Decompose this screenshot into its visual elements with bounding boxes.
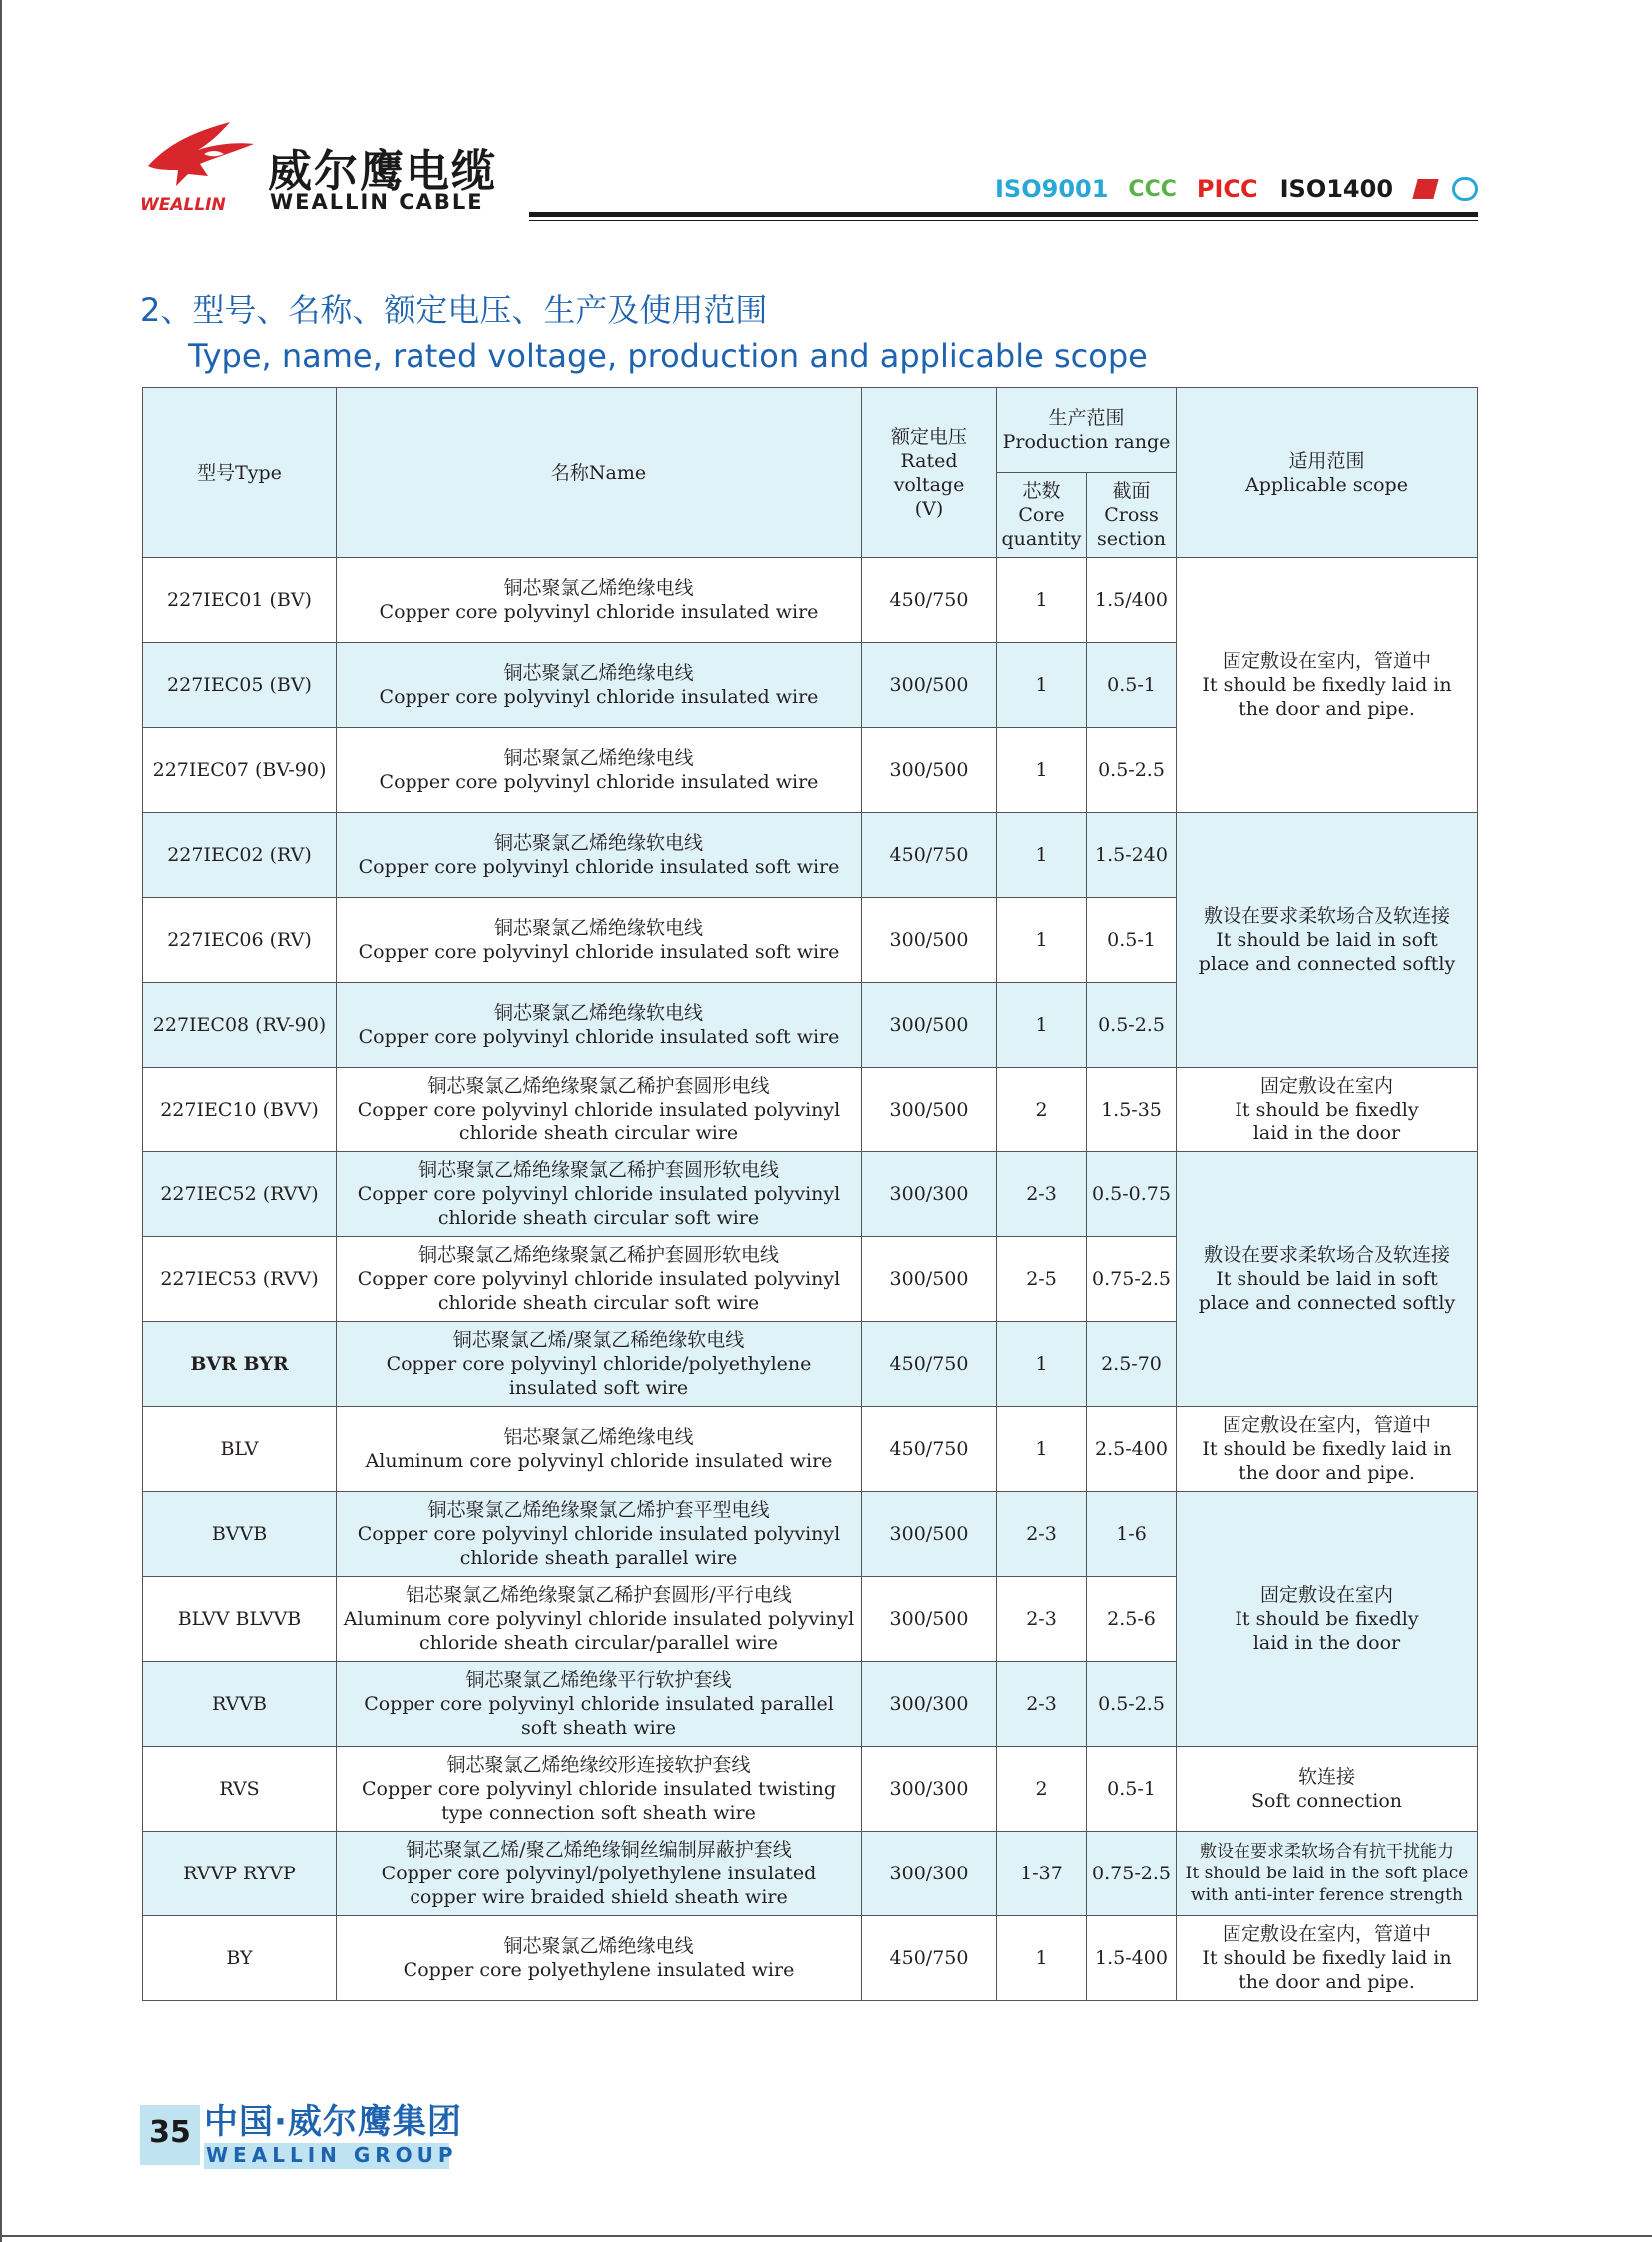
cell-type: 227IEC53 (RVV)	[143, 1237, 337, 1322]
section-title-cn: 2、型号、名称、额定电压、生产及使用范围	[140, 291, 768, 329]
cell-scope: 固定敷设在室内，管道中 It should be fixedly laid in the door and pipe.	[1177, 1407, 1478, 1492]
cell-type: BLVV BLVVB	[143, 1577, 337, 1662]
cell-name: 铝芯聚氯乙烯绝缘聚氯乙稀护套圆形/平行电线 Aluminum core polyvinyl chloride insulated polyvinyl chloride sheath circular/parallel wire	[337, 1577, 862, 1662]
cell-type: 227IEC02 (RV)	[143, 813, 337, 898]
cell-name: 铜芯聚氯乙烯绝缘电线 Copper core polyvinyl chloride insulated wire	[337, 558, 862, 643]
cell-name: 铜芯聚氯乙烯绝缘聚氯乙稀护套圆形软电线 Copper core polyvinyl chloride insulated polyvinyl chloride sheath circular soft wire	[337, 1237, 862, 1322]
cell-core: 1	[997, 643, 1087, 728]
cell-name: 铜芯聚氯乙烯绝缘软电线 Copper core polyvinyl chloride insulated soft wire	[337, 813, 862, 898]
cell-section: 0.5-2.5	[1087, 1662, 1177, 1747]
cell-voltage: 300/500	[862, 983, 997, 1068]
cell-core: 2	[997, 1068, 1087, 1152]
table-row	[143, 1916, 1478, 2001]
cell-name: 铜芯聚氯乙烯绝缘电线 Copper core polyvinyl chloride insulated wire	[337, 643, 862, 728]
cell-scope: 敷设在要求柔软场合及软连接 It should be laid in soft place and connected softly	[1177, 1152, 1478, 1407]
cell-section: 0.5-2.5	[1087, 728, 1177, 813]
cell-voltage: 300/500	[862, 643, 997, 728]
cell-core: 1	[997, 1322, 1087, 1407]
table-row	[143, 813, 1478, 898]
cert-picc: PICC	[1196, 175, 1258, 203]
cell-core: 1-37	[997, 1832, 1087, 1916]
cell-scope: 软连接 Soft connection	[1177, 1747, 1478, 1832]
cell-type: BVR BYR	[143, 1322, 337, 1407]
cell-type: RVVP RYVP	[143, 1832, 337, 1916]
cell-section: 0.5-1	[1087, 898, 1177, 983]
cell-scope: 固定敷设在室内，管道中 It should be fixedly laid in the door and pipe.	[1177, 1916, 1478, 2001]
table-row	[143, 1747, 1478, 1832]
cell-scope: 敷设在要求柔软场合及软连接 It should be laid in soft place and connected softly	[1177, 813, 1478, 1068]
cell-core: 1	[997, 813, 1087, 898]
table-row	[143, 558, 1478, 643]
header-core-quantity: 芯数 Core quantity	[997, 473, 1087, 558]
cell-core: 2-5	[997, 1237, 1087, 1322]
cell-name: 铝芯聚氯乙烯绝缘电线 Aluminum core polyvinyl chloride insulated wire	[337, 1407, 862, 1492]
cell-core: 2-3	[997, 1662, 1087, 1747]
cell-section: 0.75-2.5	[1087, 1237, 1177, 1322]
cell-type: 227IEC08 (RV-90)	[143, 983, 337, 1068]
cell-type: 227IEC52 (RVV)	[143, 1152, 337, 1237]
header-divider-thin	[529, 220, 1478, 221]
cell-type: 227IEC06 (RV)	[143, 898, 337, 983]
cell-section: 1.5-400	[1087, 1916, 1177, 2001]
cert-badge-red-icon	[1412, 179, 1438, 199]
cell-type: 227IEC07 (BV-90)	[143, 728, 337, 813]
cell-section: 2.5-70	[1087, 1322, 1177, 1407]
table-row	[143, 1492, 1478, 1577]
section-title-en: Type, name, rated voltage, production and applicable scope	[188, 337, 1148, 374]
header-type: 型号Type	[143, 388, 337, 558]
table-row	[143, 1407, 1478, 1492]
cell-voltage: 300/500	[862, 728, 997, 813]
table-row	[143, 1832, 1478, 1916]
cell-scope: 固定敷设在室内 It should be fixedly laid in the door	[1177, 1492, 1478, 1747]
cell-core: 1	[997, 728, 1087, 813]
cell-voltage: 300/300	[862, 1152, 997, 1237]
cell-core: 2	[997, 1747, 1087, 1832]
cell-core: 2-3	[997, 1492, 1087, 1577]
cell-voltage: 300/300	[862, 1832, 997, 1916]
cell-voltage: 300/500	[862, 1492, 997, 1577]
cert-badge-globe-icon	[1452, 177, 1478, 201]
header-applicable-scope: 适用范围 Applicable scope	[1177, 388, 1478, 558]
header-cross-section: 截面 Cross section	[1087, 473, 1177, 558]
cell-section: 2.5-6	[1087, 1577, 1177, 1662]
cell-type: 227IEC01 (BV)	[143, 558, 337, 643]
weallin-eagle-logo	[138, 114, 258, 214]
header-voltage: 额定电压 Rated voltage (V)	[862, 388, 997, 558]
cell-type: BLV	[143, 1407, 337, 1492]
cell-core: 1	[997, 983, 1087, 1068]
cell-type: RVVB	[143, 1662, 337, 1747]
cell-section: 0.5-2.5	[1087, 983, 1177, 1068]
cell-section: 2.5-400	[1087, 1407, 1177, 1492]
cell-voltage: 300/500	[862, 898, 997, 983]
cell-section: 1.5-35	[1087, 1068, 1177, 1152]
cell-core: 1	[997, 898, 1087, 983]
cell-scope: 敷设在要求柔软场合有抗干扰能力 It should be laid in the soft place with anti-inter ference strength	[1177, 1832, 1478, 1916]
table-row	[143, 1152, 1478, 1237]
cert-iso9001: ISO9001	[995, 175, 1109, 203]
brand-name-en: WEALLIN CABLE	[270, 190, 484, 214]
cell-name: 铜芯聚氯乙烯绝缘软电线 Copper core polyvinyl chloride insulated soft wire	[337, 898, 862, 983]
cell-section: 0.5-0.75	[1087, 1152, 1177, 1237]
cell-voltage: 450/750	[862, 813, 997, 898]
table-row	[143, 1068, 1478, 1152]
cell-section: 1-6	[1087, 1492, 1177, 1577]
cell-type: 227IEC10 (BVV)	[143, 1068, 337, 1152]
page-frame-bottom	[0, 2235, 1652, 2237]
cell-voltage: 300/500	[862, 1068, 997, 1152]
cell-name: 铜芯聚氯乙烯/聚氯乙稀绝缘软电线 Copper core polyvinyl chloride/polyethylene insulated soft wire	[337, 1322, 862, 1407]
cell-voltage: 450/750	[862, 1407, 997, 1492]
cell-name: 铜芯聚氯乙烯/聚乙烯绝缘铜丝编制屏蔽护套线 Copper core polyvinyl/polyethylene insulated copper wire braided shield sheath wire	[337, 1832, 862, 1916]
brand-name-cn: 威尔鹰电缆	[268, 146, 497, 197]
cell-voltage: 300/300	[862, 1662, 997, 1747]
cell-name: 铜芯聚氯乙烯绝缘聚氯乙烯护套平型电线 Copper core polyvinyl chloride insulated polyvinyl chloride sheath parallel wire	[337, 1492, 862, 1577]
group-name-en: WEALLIN GROUP	[206, 2143, 458, 2167]
cell-core: 1	[997, 1916, 1087, 2001]
cell-name: 铜芯聚氯乙烯绝缘软电线 Copper core polyvinyl chloride insulated soft wire	[337, 983, 862, 1068]
header-production-range: 生产范围 Production range	[997, 388, 1177, 473]
logo-text: WEALLIN	[140, 195, 226, 214]
cell-type: BY	[143, 1916, 337, 2001]
cell-type: 227IEC05 (BV)	[143, 643, 337, 728]
product-table	[142, 387, 1478, 2001]
cell-type: BVVB	[143, 1492, 337, 1577]
header-divider	[529, 212, 1478, 217]
cell-core: 2-3	[997, 1152, 1087, 1237]
group-name-cn: 中国·威尔鹰集团	[204, 2102, 462, 2142]
cell-name: 铜芯聚氯乙烯绝缘聚氯乙稀护套圆形软电线 Copper core polyvinyl chloride insulated polyvinyl chloride sheath circular soft wire	[337, 1152, 862, 1237]
cell-core: 1	[997, 558, 1087, 643]
cert-iso1400: ISO1400	[1279, 175, 1394, 203]
cell-voltage: 300/500	[862, 1577, 997, 1662]
cell-voltage: 450/750	[862, 1322, 997, 1407]
cert-ccc: CCC	[1128, 176, 1177, 202]
certification-logos	[995, 174, 1478, 204]
cell-section: 1.5-240	[1087, 813, 1177, 898]
cell-section: 0.75-2.5	[1087, 1832, 1177, 1916]
cell-voltage: 300/300	[862, 1747, 997, 1832]
cell-name: 铜芯聚氯乙烯绝缘聚氯乙稀护套圆形电线 Copper core polyvinyl chloride insulated polyvinyl chloride sheath circular wire	[337, 1068, 862, 1152]
header-name: 名称Name	[337, 388, 862, 558]
cell-name: 铜芯聚氯乙烯绝缘平行软护套线 Copper core polyvinyl chloride insulated parallel soft sheath wire	[337, 1662, 862, 1747]
cell-voltage: 450/750	[862, 558, 997, 643]
cell-voltage: 300/500	[862, 1237, 997, 1322]
cell-name: 铜芯聚氯乙烯绝缘绞形连接软护套线 Copper core polyvinyl chloride insulated twisting type connection soft sheath wire	[337, 1747, 862, 1832]
cell-name: 铜芯聚氯乙烯绝缘电线 Copper core polyethylene insulated wire	[337, 1916, 862, 2001]
table-header-row	[143, 388, 1478, 473]
cell-voltage: 450/750	[862, 1916, 997, 2001]
cell-core: 2-3	[997, 1577, 1087, 1662]
page-number: 35	[149, 2115, 191, 2150]
cell-name: 铜芯聚氯乙烯绝缘电线 Copper core polyvinyl chloride insulated wire	[337, 728, 862, 813]
page-frame-left	[0, 0, 2, 2242]
cell-core: 1	[997, 1407, 1087, 1492]
cell-section: 1.5/400	[1087, 558, 1177, 643]
cell-type: RVS	[143, 1747, 337, 1832]
cell-scope: 固定敷设在室内 It should be fixedly laid in the door	[1177, 1068, 1478, 1152]
cell-section: 0.5-1	[1087, 643, 1177, 728]
cell-section: 0.5-1	[1087, 1747, 1177, 1832]
cell-scope: 固定敷设在室内，管道中 It should be fixedly laid in the door and pipe.	[1177, 558, 1478, 813]
